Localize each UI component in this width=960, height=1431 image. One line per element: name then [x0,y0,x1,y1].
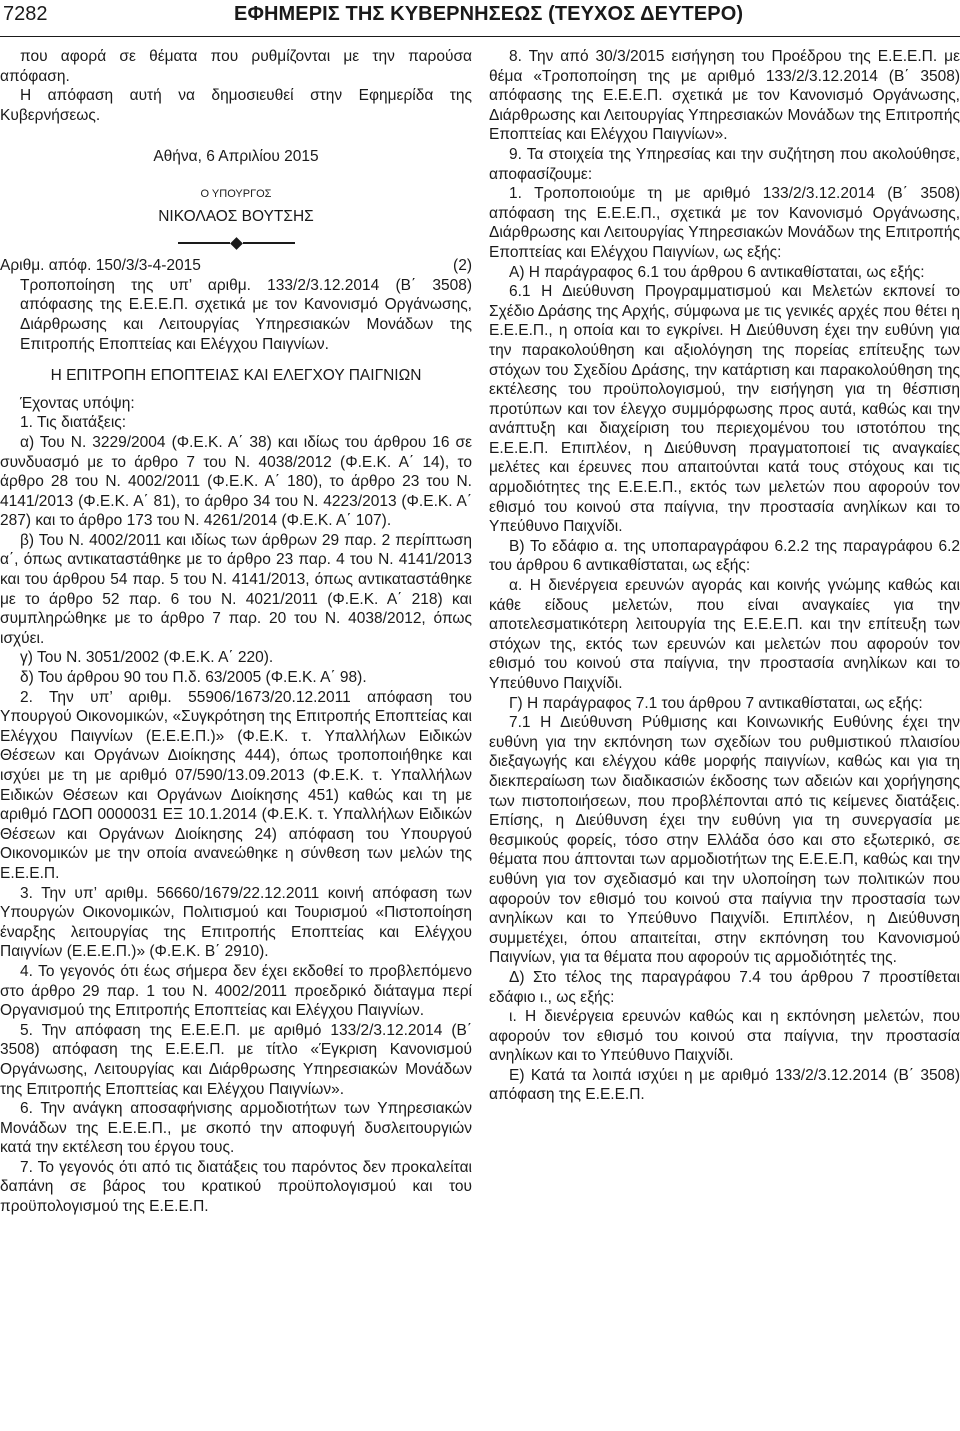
page-header [0,0,960,37]
decision-sequence: (2) [453,257,472,275]
intro-paragraph: που αφορά σε θέματα που ρυθμίζονται με την παρούσα απόφαση. [0,48,472,85]
paragraph: 6.1 Η Διεύθυνση Προγραμματισμού και Μελετών εκπονεί το Σχέδιο Δράσης της Αρχής, σύμφωνα με τις γενικές αρχές που θέτει η Ε.Ε.Ε.Π., η οποία και το εγκρίνει. Η Διεύθυνση έχει την ευθύνη για την παρακολούθηση και αξιολόγηση της πορείας επίτευξης των στόχων του Σχεδίου Δράσης, την κατάρτιση και παρακολούθηση της εκτέλεσης του προϋπολογισμού, την εισήγηση για τη θέσπιση προτύπων και τον έλεγχο συμμόρφωσης προς αυτά, καθώς και την ανάπτυξη και διαχείριση του περιεχομένου του ιστοτόπου της Ε.Ε.Ε.Π. Επιπλέον, η Διεύθυνση πραγματοποιεί τις αναγκαίες μελέτες και έρευνες που απαιτούνται κατά τους στόχους και τις αρμοδιότητες της Ε.Ε.Ε.Π., εκτός των μελετών που αφορούν τον εθισμό του κοινού στα παίγνια, την προστασία ανηλίκων και το Υπεύθυνο Παιχνίδι. [489,283,960,536]
decision-number-line [0,256,472,276]
paragraph: γ) Του Ν. 3051/2002 (Φ.Ε.Κ. Α΄ 220). [20,649,274,667]
paragraph: α) Του Ν. 3229/2004 (Φ.Ε.Κ. Α΄ 38) και ιδίως του άρθρου 16 σε συνδυασμό με το άρθρο 7 του Ν. 4038/2012 (Φ.Ε.Κ. Α΄ 14), το άρθρο 28 του Ν. 4002/2011 (Φ.Ε.Κ. Α΄ 180), το άρθρο 23 του Ν. 4141/2013 (Φ.Ε.Κ. Α΄ 81), το άρθρο 34 του Ν. 4223/2013 (Φ.Ε.Κ. Α΄ 287) και το άρθρο 173 του Ν. 4261/2014 (Φ.Ε.Κ. Α΄ 107). [0,433,472,530]
paragraph: 6. Την ανάγκη αποσαφήνισης αρμοδιοτήτων των Υπηρεσιακών Μονάδων της Ε.Ε.Ε.Π., με σκοπό την αποφυγή δυσλειτουργιών κατά την εκτέλεση του έργου τους. [0,1100,472,1157]
paragraph: 5. Την απόφαση της Ε.Ε.Ε.Π. με αριθμό 133/2/3.12.2014 (Β΄ 3508) απόφαση της Ε.Ε.Ε.Π. με τίτλο «Έγκριση Κανονισμού Οργάνωσης, Λειτουργίας και Διάρθρωσης Υπηρεσιακών Μονάδων της Επιτροπής Εποπτείας και Ελέγχου Παιγνίων». [0,1021,472,1098]
section-divider [0,236,472,250]
paragraph: Δ) Στο τέλος της παραγράφου 7.4 του άρθρου 7 προστίθεται εδάφιο ι., ως εξής: [489,968,960,1006]
right-column [489,47,960,1105]
paragraph: Ε) Κατά τα λοιπά ισχύει η με αριθμό 133/2/3.12.2014 (Β΄ 3508) απόφαση της Ε.Ε.Ε.Π. [489,1066,960,1104]
diamond-icon [230,237,243,250]
paragraph: Γ) Η παράγραφος 7.1 του άρθρου 7 αντικαθίσταται, ως εξής: [509,694,923,712]
left-column [0,47,472,1217]
gazette-title: ΕΦΗΜΕΡΙΣ ΤΗΣ ΚΥΒΕΡΝΗΣΕΩΣ (ΤΕΥΧΟΣ ΔΕΥΤΕΡΟ) [234,3,744,25]
paragraph: β) Του Ν. 4002/2011 και ιδίως των άρθρων 29 παρ. 2 περίπτωση α΄, όπως αντικαταστάθηκε με το άρθρο 23 παρ. 4 του Ν. 4141/2013 και του άρθρου 54 παρ. 5 του Ν. 4141/2013, όπως αντικαταστάθηκε με το άρθρο 52 παρ. 6 του Ν. 4021/2011 (Φ.Ε.Κ. Α΄ 218) και συμπληρώθηκε με το άρθρο 7 παρ. 20 του Ν. 4038/2012, όπως ισχύει. [0,531,472,647]
divider-line [178,242,230,244]
paragraph: ι. Η διενέργεια ερευνών καθώς και η εκπόνηση μελετών, που αφορούν τον εθισμό του κοινού στα παίγνια, την προστασία ανηλίκων και το Υπεύθυνο Παιχνίδι. [489,1008,960,1065]
minister-title: Ο ΥΠΟΥΡΓΟΣ [200,187,272,200]
paragraph: 1. Τις διατάξεις: [20,414,127,432]
paragraph: δ) Του άρθρου 90 του Π.δ. 63/2005 (Φ.Ε.Κ. Α΄ 98). [20,669,367,687]
paragraph: 2. Την υπ’ αριθμ. 55906/1673/20.12.2011 απόφαση του Υπουργού Οικονομικών, «Συγκρότηση της Επιτροπής Εποπτείας και Ελέγχου Παιγνίων (Ε.Ε.Ε.Π.)» (Φ.Ε.Κ. τ. Υπαλλήλων Ειδικών Θέσεων και Οργάνων Διοίκησης 444), όπως τροποποιήθηκε και ισχύει με τη με αριθμό 07/590/13.09.2013 (Φ.Ε.Κ. τ. Υπαλλήλων Ειδικών Θέσεων και Οργάνων Διοίκησης 451) καθώς και τη με αριθμό ΓΔΟΠ 0000031 ΕΞ 10.1.2014 (Φ.Ε.Κ. τ. Υπαλλήλων Ειδικών Θέσεων και Οργάνων Διοίκησης 24) απόφαση του Υπουργού Οικονομικών με την οποία ανανεώθηκε η σύνθεση των μελών της Ε.Ε.Ε.Π. [0,688,472,882]
divider-line [243,242,295,244]
publication-order: Η απόφαση αυτή να δημοσιευθεί στην Εφημερίδα της Κυβερνήσεως. [0,87,472,124]
page-number: 7282 [3,3,48,25]
paragraph: 8. Την από 30/3/2015 εισήγηση του Προέδρου της Ε.Ε.Ε.Π. με θέμα «Τροποποίηση της με αριθμό 133/2/3.12.2014 (Β΄ 3508) απόφασης της Ε.Ε.Ε.Π. σχετικά με τον Κανονισμό Οργάνωσης, Διάρθρωσης και Λειτουργίας Υπηρεσιακών Μονάδων της Επιτροπής Εποπτείας και Ελέγχου Παιγνίων». [489,48,960,144]
paragraph: 3. Την υπ’ αριθμ. 56660/1679/22.12.2011 κοινή απόφαση των Υπουργών Οικονομικών, Πολιτισμού και Τουρισμού «Πιστοποίηση έναρξης λειτουργίας της Επιτροπής Εποπτείας και Ελέγχου Παιγνίων (Ε.Ε.Ε.Π.)» (Φ.Ε.Κ. Β΄ 2910). [0,884,472,961]
paragraph: 4. Το γεγονός ότι έως σήμερα δεν έχει εκδοθεί το προβλεπόμενο στο άρθρο 29 παρ. 1 του Ν. 4002/2011 προεδρικό διάταγμα περί Οργανισμού της Επιτροπής Εποπτείας και Ελέγχου Παιγνίων. [0,962,472,1020]
decision-subject: Τροποποίηση της υπ’ αριθμ. 133/2/3.12.2014 (Β΄ 3508) απόφασης της Ε.Ε.Ε.Π. σχετικά με τον Κανονισμό Οργάνωσης, Διάρθρωσης και Λειτουργίας Υπηρεσιακών Μονάδων της Επιτροπής Εποπτείας και Ελέγχου Παιγνίων. [20,276,472,353]
place-date: Αθήνα, 6 Απριλίου 2015 [153,148,319,166]
decision-number: Αριθμ. απόφ. 150/3/3-4-2015 [0,257,201,275]
paragraph: Β) Το εδάφιο α. της υποπαραγράφου 6.2.2 της παραγράφου 6.2 του άρθρου 6 αντικαθίσταται, ως εξής: [489,537,960,575]
paragraph: 7.1 Η Διεύθυνση Ρύθμισης και Κοινωνικής Ευθύνης έχει την ευθύνη για την εκπόνηση των σχεδίων του ρυθμιστικού πλαισίου διεξαγωγής και ελέγχου κάθε μορφής παιγνίων, καθώς και για τη διεκπεραίωση των διαδικασιών έκδοσης των αδειών και χορήγησης των πιστοποιήσεων, που προβλέπονται από τις κείμενες διατάξεις. Επίσης, η Διεύθυνση έχει την ευθύνη για τη συνεργασία με θεσμικούς φορείς, τόσο στην Ελλάδα όσο και στο εξωτερικό, σε θέματα που άπτονται των αρμοδιοτήτων της Ε.Ε.Ε.Π, καθώς και την ευθύνη για τον σχεδιασμό και την υλοποίηση των πολιτικών που αφορούν τον εθισμό του κοινού στα παίγνια την προστασία των ανηλίκων και το Υπεύθυνο Παιχνίδι. Επιπλέον, η Διεύθυνση συμμετέχει, όπου απαιτείται, στην εκπόνηση του Κανονισμού Παιγνίων, για τα θέματα που αφορούν τις αρμοδιότητές της. [489,714,960,967]
committee-heading: Η ΕΠΙΤΡΟΠΗ ΕΠΟΠΤΕΙΑΣ ΚΑΙ ΕΛΕΓΧΟΥ ΠΑΙΓΝΙΩΝ [50,367,422,385]
paragraph: Έχοντας υπόψη: [20,394,135,412]
paragraph: Α) Η παράγραφος 6.1 του άρθρου 6 αντικαθίσταται, ως εξής: [509,263,925,281]
minister-name: ΝΙΚΟΛΑΟΣ ΒΟΥΤΣΗΣ [158,207,314,225]
paragraph: α. Η διενέργεια ερευνών αγοράς και κοινής γνώμης καθώς και κάθε είδους μελετών, που είναι αναγκαίες για την αποτελεσματικότερη λειτουργία της Ε.Ε.Ε.Π. και την επίτευξη των στόχων της, εκτός των ερευνών και μελετών που αφορούν τον εθισμό του κοινού στα παίγνια, την προστασία ανηλίκων και το Υπεύθυνο Παιχνίδι. [489,577,960,692]
paragraph: 1. Τροποποιούμε τη με αριθμό 133/2/3.12.2014 (Β΄ 3508) απόφαση της Ε.Ε.Ε.Π., σχετικά με τον Κανονισμό Οργάνωσης, Διάρθρωσης και Λειτουργίας Υπηρεσιακών Μονάδων της Επιτροπής Εποπτείας και Ελέγχου Παιγνίων, ως εξής: [489,185,960,261]
paragraph: 7. Το γεγονός ότι από τις διατάξεις του παρόντος δεν προκαλείται δαπάνη σε βάρος του κρατικού προϋπολογισμού και του προϋπολογισμού της Ε.Ε.Ε.Π. [0,1158,472,1216]
paragraph: 9. Τα στοιχεία της Υπηρεσίας και την συζήτηση που ακολούθησε, αποφασίζουμε: [489,145,960,183]
